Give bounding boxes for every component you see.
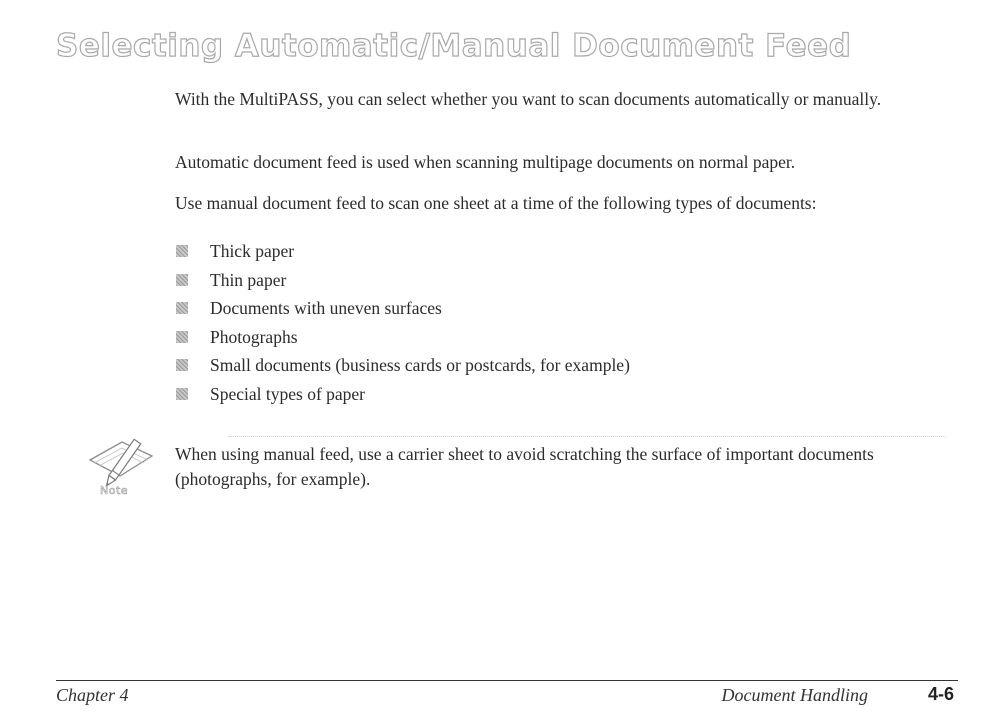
square-bullet-icon bbox=[176, 302, 188, 314]
note-text: When using manual feed, use a carrier sheet to avoid scratching the surface of important documents (photographs, for example). bbox=[175, 444, 874, 489]
list-item-text: Thick paper bbox=[210, 241, 295, 261]
list-item bbox=[176, 237, 630, 266]
list-item bbox=[176, 294, 630, 323]
square-bullet-icon bbox=[176, 245, 188, 257]
page-number: 4-6 bbox=[927, 684, 954, 704]
list-item-text: Thin paper bbox=[210, 269, 287, 290]
square-bullet-icon bbox=[176, 274, 188, 286]
square-bullet-icon bbox=[176, 359, 188, 371]
list-item bbox=[176, 351, 630, 380]
footer-section-title: Document Handling bbox=[721, 685, 868, 705]
intro-paragraph: With the MultiPASS, you can select whether you want to scan documents automatically or manually. bbox=[175, 89, 882, 109]
square-bullet-icon bbox=[176, 388, 188, 400]
automatic-feed-paragraph: Automatic document feed is used when scanning multipage documents on normal paper. bbox=[175, 152, 796, 172]
manual-feed-paragraph: Use manual document feed to scan one sheet at a time of the following types of documents: bbox=[175, 193, 817, 213]
note-divider bbox=[228, 436, 946, 437]
square-bullet-icon bbox=[176, 331, 188, 343]
page-title: Selecting Automatic/Manual Document Feed bbox=[56, 28, 852, 64]
list-item-text: Small documents (business cards or postcards, for example) bbox=[210, 355, 630, 376]
list-item bbox=[176, 323, 630, 352]
note-label: Note bbox=[100, 484, 129, 497]
list-item bbox=[176, 266, 630, 295]
document-types-list bbox=[176, 237, 630, 409]
footer-divider bbox=[56, 680, 958, 681]
list-item-text: Special types of paper bbox=[210, 383, 366, 404]
list-item bbox=[176, 380, 630, 409]
list-item-text: Documents with uneven surfaces bbox=[210, 298, 442, 319]
footer-chapter: Chapter 4 bbox=[56, 685, 129, 705]
list-item-text: Photographs bbox=[210, 326, 298, 347]
